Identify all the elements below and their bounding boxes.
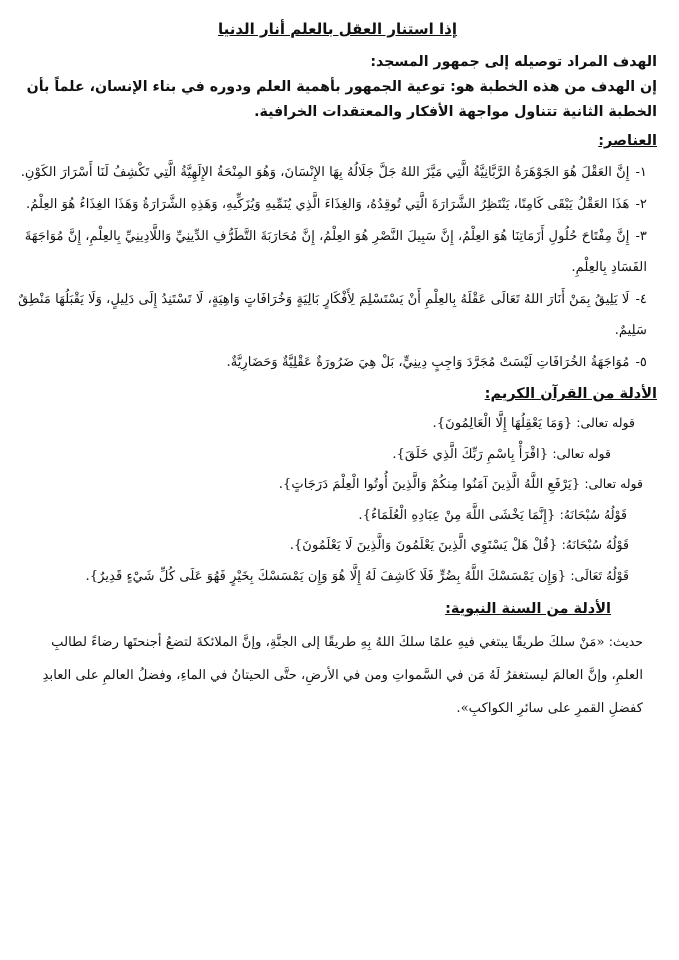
page-title: إذا استنار العقل بالعلم أنار الدنيا: [217, 20, 458, 38]
hadith-paragraph: [18, 625, 657, 725]
quran-list: [18, 408, 657, 591]
item-text: إِنَّ مِفْتَاحَ حُلُولِ أَزَمَاتِنَا هُوَ العِلْمُ، إِنَّ سَبِيلَ النَّصْرِ هُوَ العِلْمُ، إِنَّ مُحَارَبَةَ التَّطَرُّفِ الدِّينِيِّ وَاللَّادِينِيِّ بِالعِلْمِ، إِنَّ مُوَاجَهَةَ الفَسَادِ بِالعِلْمِ.: [24, 229, 647, 275]
verse-label: قَوْلُهُ سُبْحَانَهُ:: [559, 506, 627, 522]
item-number: ٢-: [635, 197, 647, 212]
item-number: ٣-: [635, 229, 647, 244]
verse-label: قوله تعالى:: [576, 415, 635, 430]
quran-verse: [18, 469, 657, 500]
verse-text: {يَرْفَعِ اللَّهُ الَّذِينَ آمَنُوا مِنكُمْ وَالَّذِينَ أُوتُوا الْعِلْمَ دَرَجَاتٍ}.: [278, 477, 581, 492]
verse-text: {قُلْ هَلْ يَسْتَوِي الَّذِينَ يَعْلَمُونَ وَالَّذِينَ لَا يَعْلَمُونَ}.: [289, 538, 558, 553]
quran-verse: [18, 439, 657, 470]
elements-heading: العناصر:: [598, 133, 657, 149]
list-item: [18, 347, 657, 378]
elements-list: [18, 157, 657, 378]
item-number: ٥-: [635, 355, 647, 370]
sunnah-heading: الأدلة من السنة النبوية:: [445, 601, 611, 617]
item-text: إِنَّ العَقْلَ هُوَ الجَوْهَرَةُ الرَّبَّانِيَّةُ الَّتِي مَيَّزَ اللهُ جَلَّ جَلَالُهُ بِهَا الإِنْسَانَ، وَهُوَ المِنْحَةُ الإِلَهِيَّةُ الَّتِي تَكْشِفُ لَنَا أَسْرَارَ الكَوْنِ.: [20, 165, 630, 180]
verse-label: قوله تعالى:: [584, 476, 643, 491]
item-text: لَا يَلِيقُ بِمَنْ أَنَارَ اللهُ تَعَالَى عَقْلَهُ بِالعِلْمِ أَنْ يَسْتَسْلِمَ لِأَفْكَارٍ بَالِيَةٍ وَخُرَافَاتٍ وَاهِيَةٍ، لَا تَسْتَنِدُ إِلَى دَلِيلٍ، وَلَا يَقْبَلُهَا مَنْطِقٌ سَلِيمٌ.: [18, 292, 647, 338]
goal-heading: الهدف المراد توصيله إلى جمهور المسجد:: [370, 54, 657, 70]
verse-label: قوله تعالى:: [552, 445, 611, 461]
verse-text: {وَإِن يَمْسَسْكَ اللَّهُ بِضُرٍّ فَلَا كَاشِفَ لَهُ إِلَّا هُوَ وَإِن يَمْسَسْكَ بِخَيْرٍ فَهُوَ عَلَى كُلِّ شَيْءٍ قَدِيرٌ}.: [85, 568, 567, 584]
quran-verse: [18, 500, 657, 531]
quran-heading: الأدلة من القرآن الكريم:: [484, 386, 657, 402]
hadith-label: حديث:: [608, 634, 643, 649]
quran-verse: [18, 408, 657, 439]
hadith-text: «مَنْ سلكَ طريقًا يبتغي فيهِ علمًا سلكَ اللهُ بِهِ طريقًا إلى الجنَّةِ، وإنَّ الملائكةَ لتضعُ أجنحتَها رضاءً لطالبِ العلمِ، وإنَّ العالمَ ليستغفرُ لَهُ مَن في السَّمواتِ ومن في الأرضِ، حتَّى الحيتانُ في الماءِ، وفضلُ العالمِ على العابدِ كفضلِ القمرِ على سائرِ الكواكبِ».: [42, 635, 643, 716]
verse-text: {اقْرَأْ بِاسْمِ رَبِّكَ الَّذِي خَلَقَ}.: [392, 446, 549, 462]
list-item: [18, 284, 657, 346]
verse-label: قَوْلُهُ تَعَالَى:: [570, 567, 629, 583]
item-number: ٤-: [635, 292, 647, 307]
list-item: [18, 221, 657, 283]
item-text: مُوَاجَهَةُ الخُرَافَاتِ لَيْسَتْ مُجَرَّدَ وَاجِبٍ دِينِيٍّ، بَلْ هِيَ ضَرُورَةٌ عَقْلِيَّةٌ وَحَضَارِيَّةٌ.: [226, 355, 630, 370]
item-number: ١-: [635, 165, 647, 180]
quran-verse: [18, 530, 657, 561]
goal-text: إن الهدف من هذه الخطبة هو: توعية الجمهور بأهمية العلم ودوره في بناء الإنسان، علماً بأن الخطبة الثانية تتناول مواجهة الأفكار والمعتقدات الخرافية.: [26, 79, 657, 120]
quran-verse: [18, 561, 657, 592]
verse-label: قَوْلُهُ سُبْحَانَهُ:: [561, 537, 629, 552]
list-item: [18, 189, 657, 220]
verse-text: {وَمَا يَعْقِلُهَا إِلَّا الْعَالِمُونَ}.: [432, 416, 573, 431]
list-item: [18, 157, 657, 188]
item-text: هَذَا العَقْلُ يَبْقَى كَامِنًا، يَنْتَظِرُ الشَّرَارَةَ الَّتِي تُوقِدُهُ، وَالغِذَاءَ الَّذِي يُنَمِّيهِ وَيُزَكِّيهِ، وَهَذِهِ الشَّرَارَةُ وَهَذَا الغِذَاءُ هُوَ العِلْمُ.: [26, 197, 630, 212]
verse-text: {إِنَّمَا يَخْشَى اللَّهَ مِنْ عِبَادِهِ الْعُلَمَاءُ}.: [358, 507, 556, 523]
